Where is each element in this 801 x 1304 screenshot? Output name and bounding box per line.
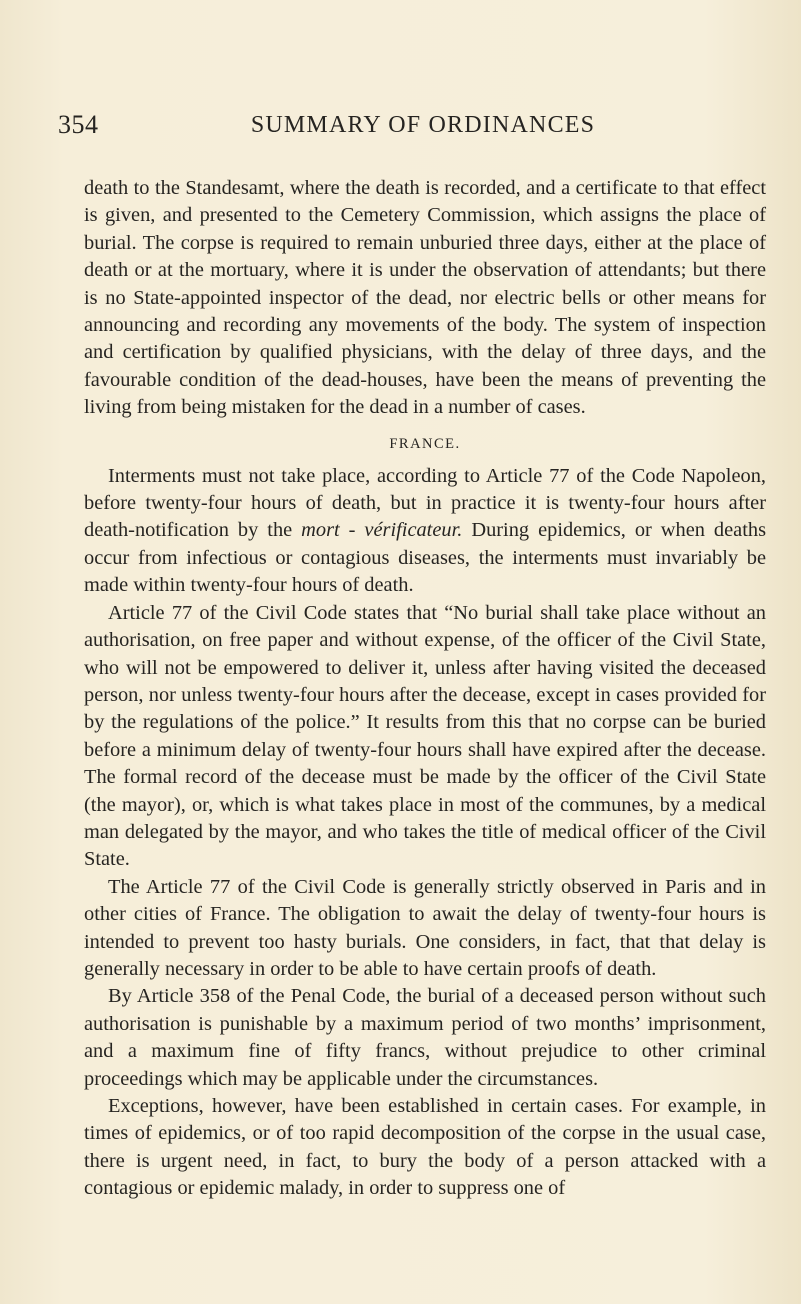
section-heading-france: FRANCE. [389, 435, 461, 452]
paragraph-paris: The Article 77 of the Civil Code is generally strictly observed in Paris and in other cities of France. The obligation to await the delay of twenty-four hours is intended to prevent too hasty burials. One considers, in fact, that that delay is generally necessary in order to be able to have certain proofs of death. [84, 875, 766, 980]
paragraph-interments [84, 463, 766, 600]
paragraph-article-77: Article 77 of the Civil Code states that “No burial shall take place without an authorisation, on free paper and without expense, of the officer of the Civil State, who will not be empowered to deliver it, unless after having visited the deceased person, nor unless twenty-four hours after the decease, except in cases provided for by the regulations of the police.” It results from this that no corpse can be buried before a minimum delay of twenty-four hours shall have expired after the decease. The formal record of the decease must be made by the officer of the Civil State (the mayor), or, which is what takes place in most of the communes, by a medical man delegated by the mayor, and who takes the title of medical officer of the Civil State. [84, 601, 766, 871]
paragraph-interments-text-1: Interments must not take place, according to Article 77 of the Code Napoleon, before twenty-four hours of death, but in practice it is twenty-four hours after death-notification by the [84, 464, 766, 542]
paragraph-penal-code: By Article 358 of the Penal Code, the burial of a deceased person without such authorisation is punishable by a maximum period of two months’ imprisonment, and a maximum fine of fifty francs, without prejudice to other criminal proceedings which may be applicable under the circumstances. [84, 985, 766, 1090]
body-text [84, 175, 766, 1203]
paragraph-continued: death to the Standesamt, where the death is recorded, and a certificate to that effect is given, and presented to the Cemetery Commission, which assigns the place of burial. The corpse is required to remain unburied three days, either at the place of death or at the mortuary, where it is under the observation of attendants; but there is no State-appointed inspector of the dead, nor electric bells or other means for announcing and recording any movements of the body. The system of inspection and certification by qualified physicians, with the delay of three days, and the favourable condition of the dead-houses, have been the means of preventing the living from being mistaken for the dead in a number of cases. [84, 177, 766, 419]
paragraph-exceptions: Exceptions, however, have been established in certain cases. For example, in times of epidemics, or of too rapid decomposition of the corpse in the usual case, there is urgent need, in fact, to bury the body of a person attacked with a contagious or epidemic malady, in order to suppress one of [84, 1095, 766, 1200]
page-number: 354 [58, 110, 99, 139]
page-header [58, 110, 748, 144]
paragraph-interments-italic: mort - vérificateur. [301, 519, 463, 542]
running-head: SUMMARY OF ORDINANCES [250, 112, 596, 138]
paragraph-interments-text-2: During epidemics, or when deaths occur from infectious or contagious diseases, the interments must invariably be made within twenty-four hours of death. [84, 519, 766, 597]
